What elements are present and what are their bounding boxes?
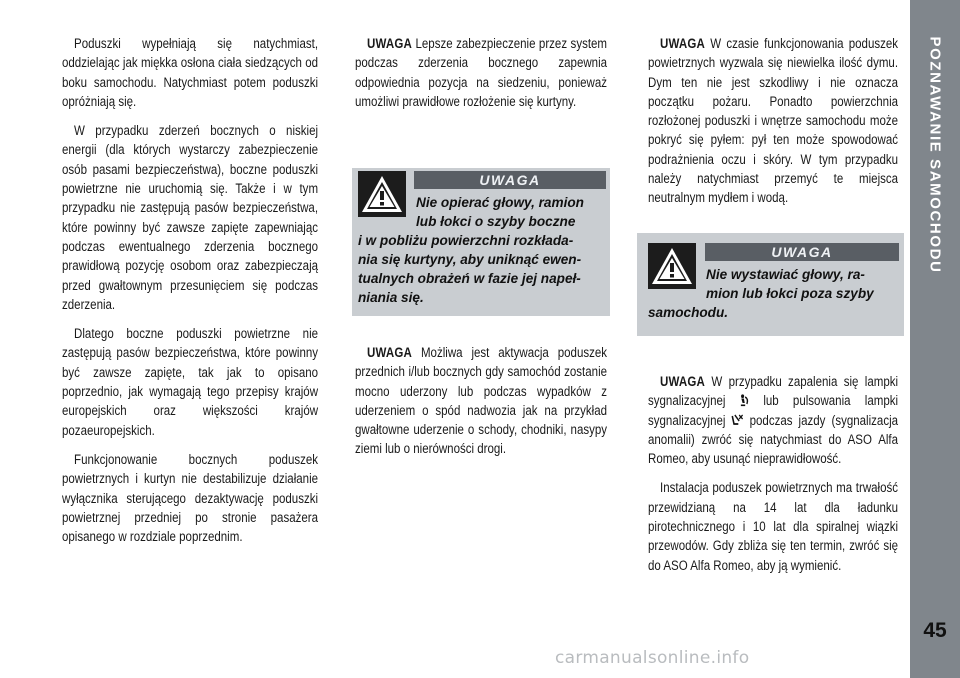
- warning-line: mion lub łokci poza szyby: [706, 286, 874, 301]
- airbag-warning-lamp-icon: [740, 394, 749, 407]
- paragraph-deactivation-switch: Funkcjonowanie bocznych poduszek powietrznych i kurtyn nie destabilizuje działanie wyłącznika sterującego dezaktywację poduszki powietrznej przedniej po stronie pasażera opisanego w rozdziale poprzednim.: [62, 451, 319, 545]
- text-column-2-lower: [355, 343, 607, 469]
- note-warning-lamps: [648, 372, 898, 468]
- warning-header: UWAGA: [705, 243, 899, 261]
- note-text: W czasie funkcjonowania poduszek powietrznych wyzwala się niewielka ilość dymu. Dym ten nie jest szkodliwy i nie oznacza początku pożaru. Ponadto powierzchnia rozłożonej poduszki i wnętrze samochodu może pokryć się pyłem: pył ten może spowodować podrażnienia oczu i skóry. W tym przypadku należy natychmiast przemyć te miejsca neutralnym mydłem i wodą.: [648, 36, 899, 206]
- note-text: W przypadku zapalenia się lampki sygnalizacyjnej: [648, 374, 899, 409]
- page-number: 45: [923, 619, 947, 642]
- warning-line: i w pobliżu powierzchni rozkłada-: [358, 233, 574, 248]
- text-column-1: [62, 34, 318, 556]
- note-smoke-dust: [648, 34, 898, 208]
- note-text: podczas jazdy (sygnalizacja anomalii) zwróć się natychmiast do ASO Alfa Romeo, aby usunąć nieprawidłowość.: [648, 412, 899, 467]
- note-text: Możliwa jest aktywacja poduszek przednich i/lub bocznych gdy samochód zostanie mocno uderzony lub podczas wypadków z uderzeniem o spód nadwozia jak na przykład gwałtowne uderzenie o schody, chodniki, nasypy ziemi lub o nierówności drogi.: [355, 345, 608, 457]
- warning-line: Nie opierać głowy, ramion: [416, 195, 584, 210]
- warning-text: [648, 265, 900, 322]
- warning-line: samochodu.: [648, 305, 729, 320]
- warning-box-windows: [637, 233, 904, 336]
- warning-text: [358, 193, 608, 307]
- warning-line: lub łokci o szyby boczne: [416, 214, 576, 229]
- text-column-3: [648, 34, 898, 218]
- warning-line: nia się kurtyny, aby uniknąć ewen-: [358, 252, 582, 267]
- warning-box-curtain: [352, 168, 610, 316]
- airbag-deactivated-lamp-icon: [732, 414, 744, 427]
- paragraph-airbag-inflation: Poduszki wypełniają się natychmiast, oddzielając jak miękka osłona ciała siedzących od boku samochodu. Natychmiast potem poduszki opróżniają się.: [62, 36, 319, 109]
- note-seating-position: [355, 34, 607, 111]
- note-text: lub pulsowania lampki sygnalizacyjnej: [648, 393, 899, 428]
- text-column-2: [355, 34, 607, 121]
- paragraph-low-energy-collisions: W przypadku zderzeń bocznych o niskiej energii (dla których wystarczy zabezpieczenie osób pasami bezpieczeństwa), boczne poduszki powietrzne nie uruchomią się. Także i w tym przypadku nie zastępują pasów bezpieczeństwa, które powinny być zawsze zapięte zapewniając podczas ewentualnego zderzenia bocznego prawidłową pozycję osobom oraz zabezpieczają przed gwałtownym przesunięciem się podczas zderzenia.: [62, 123, 319, 312]
- warning-line: niania się.: [358, 290, 424, 305]
- warning-line: tualnych obrażeń w fazie jej napeł-: [358, 271, 581, 286]
- paragraph-seatbelts-required: Dlatego boczne poduszki powietrzne nie zastępują pasów bezpieczeństwa, które powinny być zawsze zapięte, tak jak to opisano poprzednio, jak wymagają tego przepisy krajów europejskich oraz większości krajów pozaeuropejskich.: [62, 326, 319, 438]
- warning-header: UWAGA: [414, 171, 606, 189]
- paragraph-service-life: Instalacja poduszek powietrznych ma trwałość przewidzianą na 14 lat dla ładunku pirotechnicznego i 10 lat dla spiralnej wiązki przewodów. Gdy zbliża się ten termin, zwróć się do ASO Alfa Romeo, aby ją wymienić.: [648, 480, 899, 573]
- text-column-3-lower: [648, 372, 898, 585]
- note-keyword: UWAGA: [660, 36, 706, 51]
- note-text: Lepsze zabezpieczenie przez system podczas zderzenia bocznego zapewnia odpowiednia pozycja na siedzeniu, ponieważ umożliwi prawidłowe rozłożenie się kurtyny.: [355, 36, 608, 109]
- warning-line: Nie wystawiać głowy, ra-: [706, 267, 865, 282]
- note-keyword: UWAGA: [660, 374, 706, 389]
- note-keyword: UWAGA: [367, 345, 413, 360]
- note-keyword: UWAGA: [367, 36, 413, 51]
- watermark: carmanualsonline.info: [555, 648, 750, 668]
- section-tab: [910, 0, 960, 678]
- section-title: POZNAWANIE SAMOCHODU: [926, 36, 944, 274]
- note-accidental-activation: [355, 343, 607, 459]
